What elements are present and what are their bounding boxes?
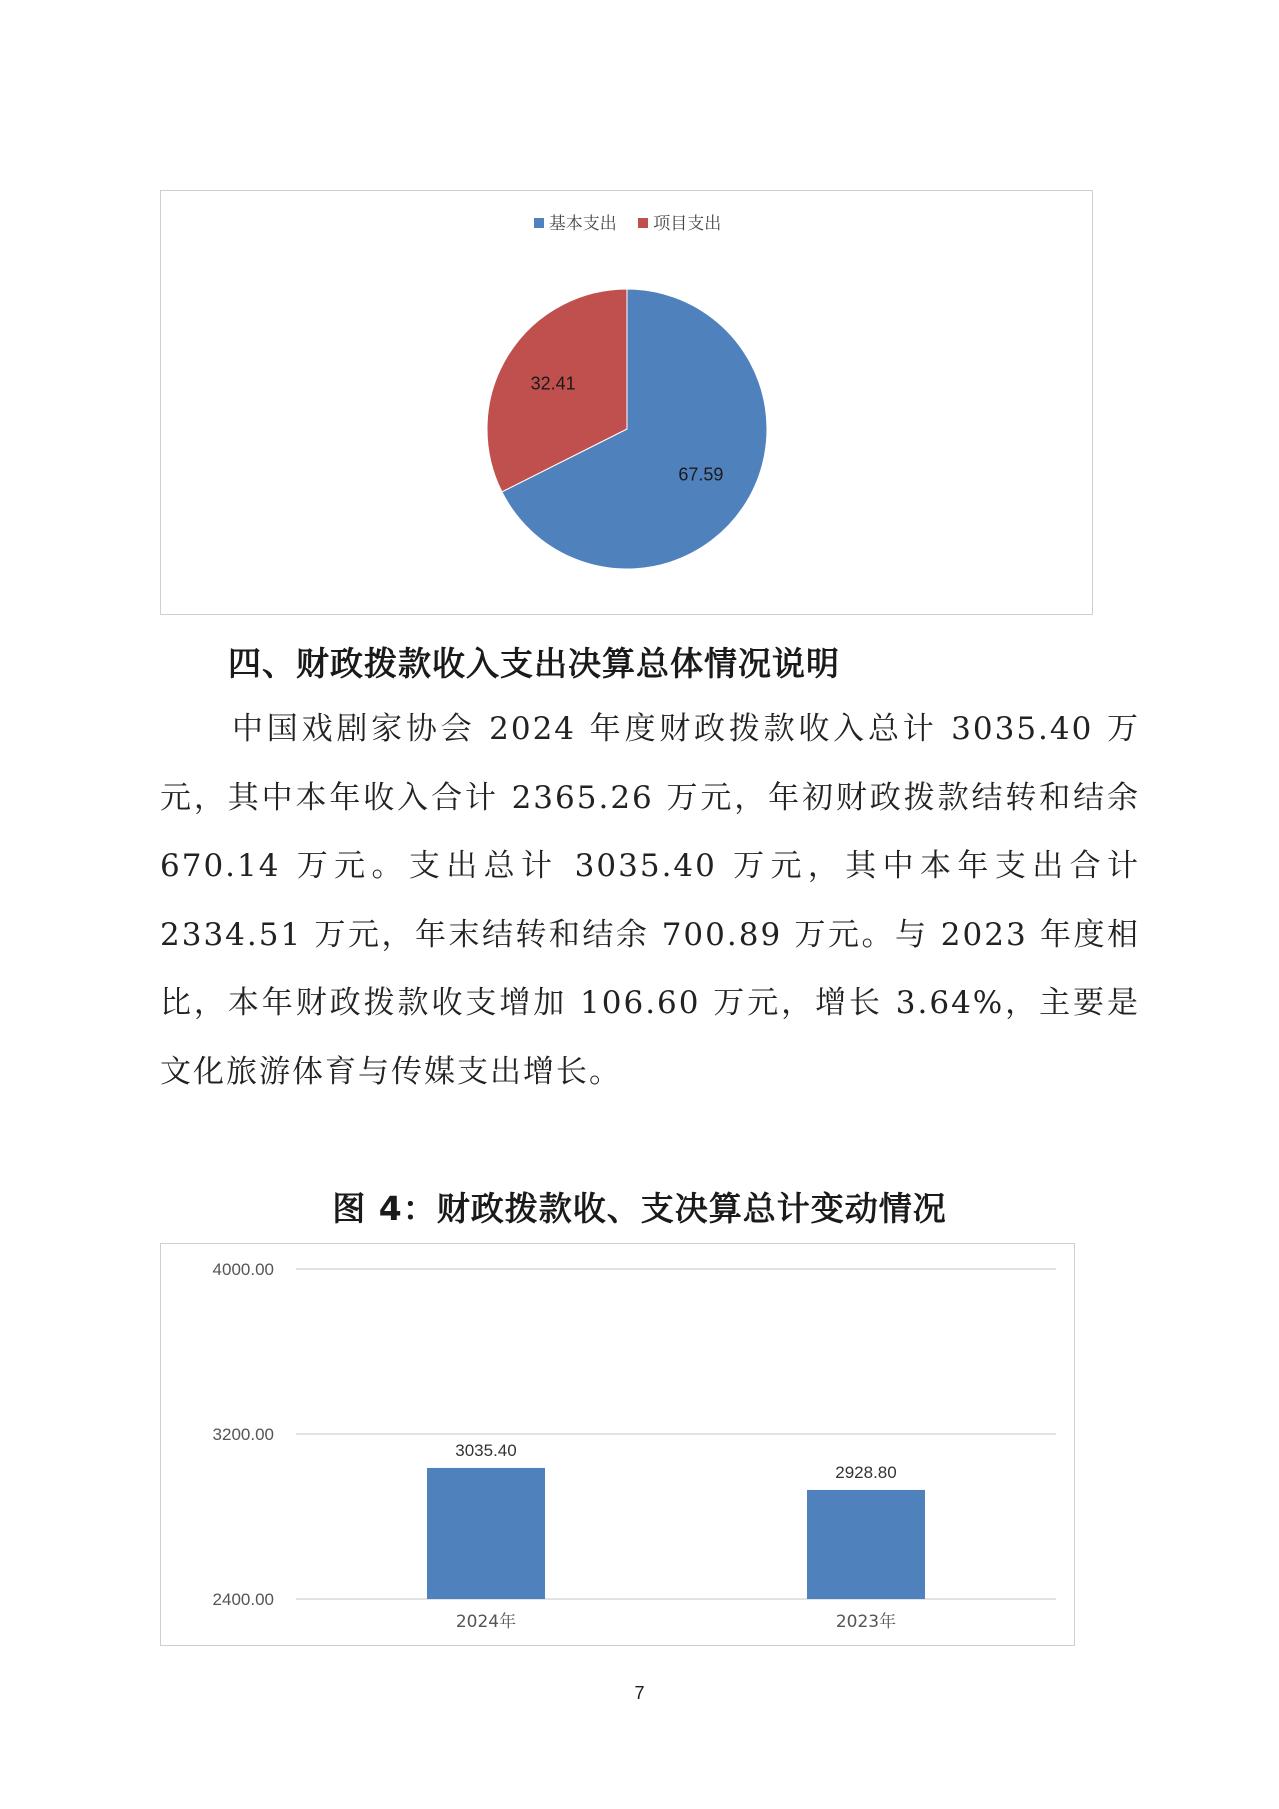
bar-1: [807, 1490, 925, 1599]
legend-label-project: 项目支出: [653, 214, 722, 234]
pie-data-label-0: 67.59: [678, 464, 724, 485]
pie-chart-frame: [160, 190, 1093, 615]
y-tick-label-1: 3200.00: [212, 1425, 274, 1444]
page-number: 7: [634, 1683, 645, 1703]
x-tick-label-1: 2023年: [835, 1612, 897, 1632]
section-heading: 四、财政拨款收入支出决算总体情况说明: [228, 644, 840, 683]
y-tick-label-2: 2400.00: [212, 1590, 274, 1609]
legend-label-basic: 基本支出: [548, 214, 617, 234]
y-tick-label-0: 4000.00: [212, 1260, 274, 1279]
bar-0: [427, 1468, 545, 1599]
pie-chart: [161, 191, 1094, 616]
figure-title: 图 4：财政拨款收、支决算总计变动情况: [332, 1189, 947, 1228]
pie-data-label-1: 32.41: [530, 373, 576, 394]
bar-data-label-1: 2928.80: [835, 1462, 897, 1482]
x-tick-label-0: 2024年: [455, 1612, 517, 1632]
bar-chart: [161, 1244, 1076, 1647]
body-paragraph: 中国戏剧家协会 2024 年度财政拨款收入总计 3035.40 万元，其中本年收入合计 2365.26 万元，年初财政拨款结转和结余 670.14 万元。支出总计 3035.40 万元，其中本年支出合计 2334.51 万元，年末结转和结余 700.89 万元。与 2023 年度相比，本年财政拨款收支增加 106.60 万元，增长 3.64%，主要是文化旅游体育与传媒支出增长。: [160, 711, 1140, 1090]
bar-data-label-0: 3035.40: [455, 1440, 517, 1460]
bar-chart-frame: [160, 1243, 1075, 1646]
